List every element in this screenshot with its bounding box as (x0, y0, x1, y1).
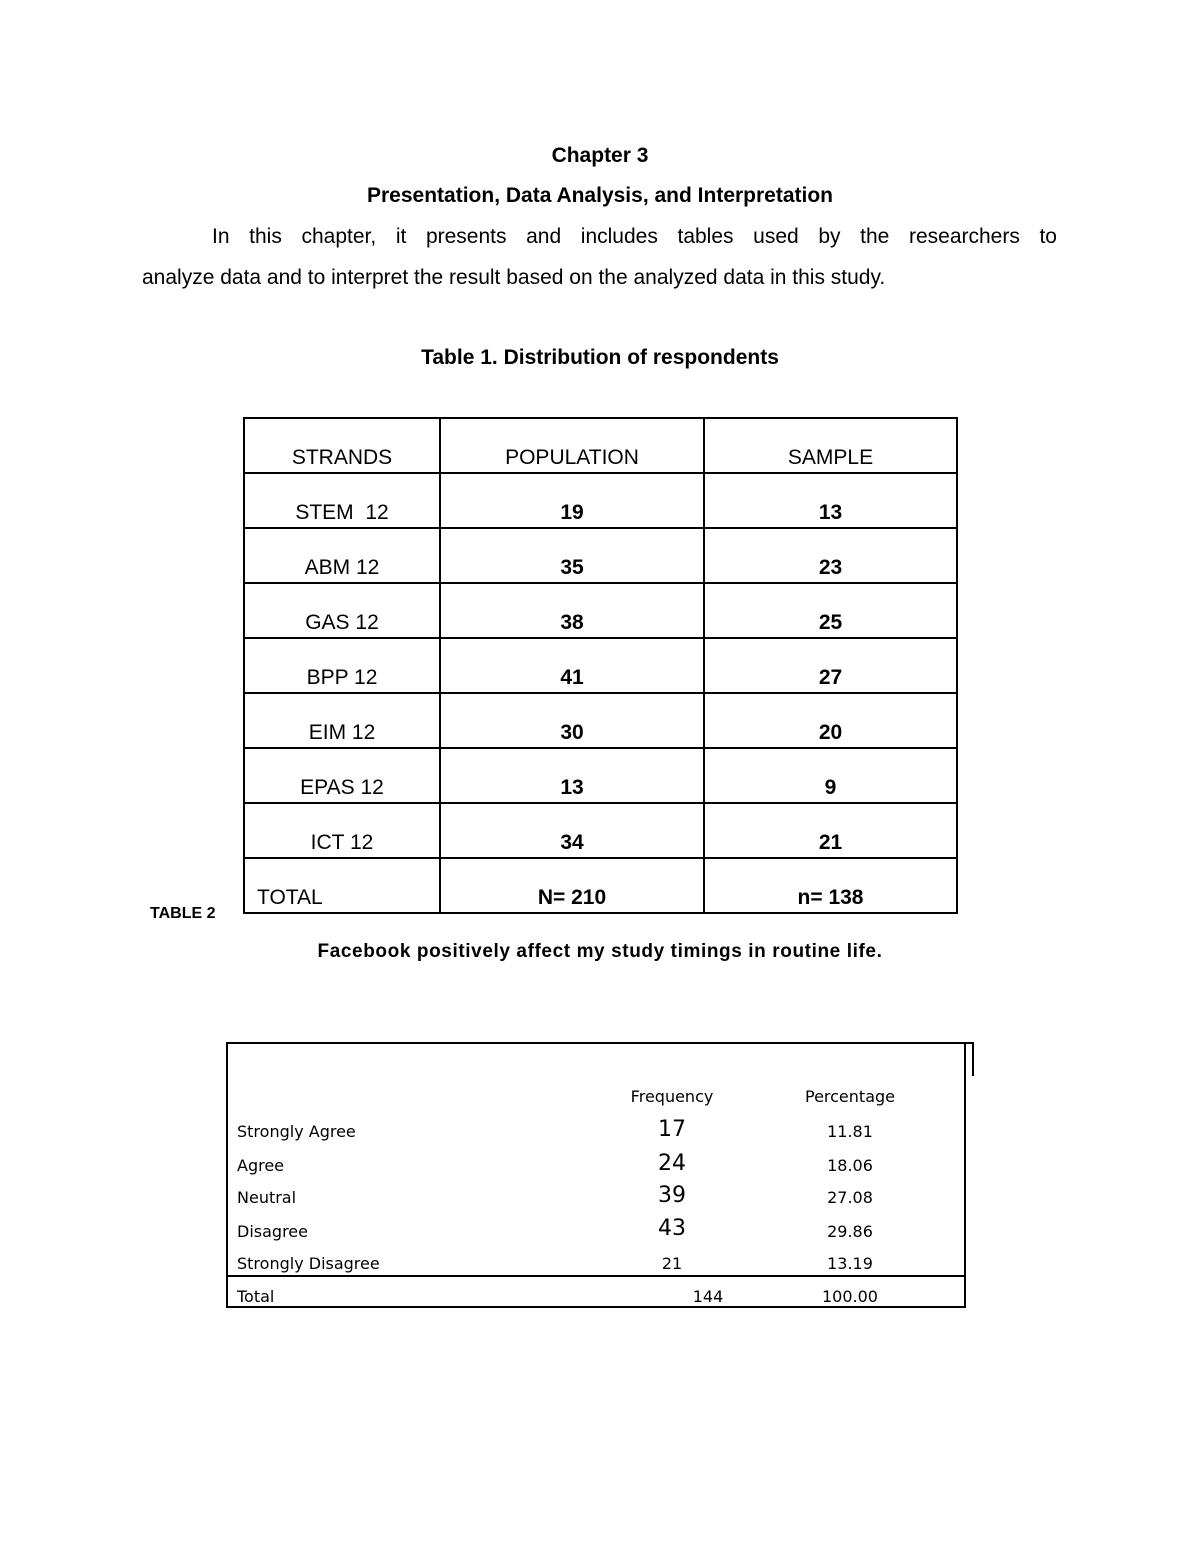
population-cell: 35 (440, 528, 704, 583)
population-cell: 30 (440, 693, 704, 748)
sample-cell: 9 (704, 748, 957, 803)
population-cell: 41 (440, 638, 704, 693)
table-border-tick (964, 1042, 974, 1044)
percentage-cell: 11.81 (827, 1122, 873, 1141)
table-row (244, 748, 957, 803)
frequency-cell: 39 (658, 1183, 686, 1208)
sample-cell: 13 (704, 473, 957, 528)
frequency-cell: 24 (658, 1151, 686, 1176)
table1-caption: Table 1. Distribution of respondents (421, 346, 779, 369)
column-header-strands: STRANDS (244, 418, 440, 473)
response-label: Strongly Agree (237, 1122, 356, 1141)
table-row (244, 803, 957, 858)
response-label: Disagree (237, 1222, 308, 1241)
percentage-cell: 29.86 (827, 1222, 873, 1241)
population-cell: 19 (440, 473, 704, 528)
response-label: Strongly Disagree (237, 1254, 380, 1273)
section-title: Presentation, Data Analysis, and Interpretation (367, 184, 833, 207)
total-divider (226, 1275, 966, 1277)
table-border-tick (972, 1042, 974, 1076)
sample-cell: 25 (704, 583, 957, 638)
intro-paragraph-line-2: analyze data and to interpret the result based on the analyzed data in this study. (142, 266, 886, 289)
strand-cell: BPP 12 (244, 638, 440, 693)
total-percentage: 100.00 (822, 1287, 878, 1306)
table-row (244, 583, 957, 638)
percentage-cell: 13.19 (827, 1254, 873, 1273)
intro-paragraph-line-1: In this chapter, it presents and includes tables used by the researchers to (212, 225, 1057, 248)
table-total-row (244, 858, 957, 913)
column-header-frequency: Frequency (630, 1087, 714, 1106)
total-sample-cell: n= 138 (704, 858, 957, 913)
frequency-cell: 43 (658, 1216, 686, 1241)
strand-cell: STEM 12 (244, 473, 440, 528)
sample-cell: 23 (704, 528, 957, 583)
sample-cell: 21 (704, 803, 957, 858)
column-header-sample: SAMPLE (704, 418, 957, 473)
strand-cell: GAS 12 (244, 583, 440, 638)
sample-cell: 27 (704, 638, 957, 693)
percentage-cell: 27.08 (827, 1188, 873, 1207)
distribution-table (243, 417, 958, 914)
chapter-heading: Chapter 3 (551, 144, 649, 167)
table-row (244, 473, 957, 528)
population-cell: 13 (440, 748, 704, 803)
strand-cell: ABM 12 (244, 528, 440, 583)
column-header-population: POPULATION (440, 418, 704, 473)
table-row (244, 693, 957, 748)
frequency-cell: 21 (661, 1254, 683, 1273)
table2-label: TABLE 2 (150, 905, 216, 922)
total-label-cell: TOTAL (244, 858, 440, 913)
table-row (244, 638, 957, 693)
sample-cell: 20 (704, 693, 957, 748)
strand-cell: EIM 12 (244, 693, 440, 748)
total-frequency: 144 (692, 1287, 724, 1306)
response-label: Agree (237, 1156, 285, 1175)
population-cell: 34 (440, 803, 704, 858)
total-label: Total (237, 1287, 275, 1306)
percentage-cell: 18.06 (827, 1156, 873, 1175)
population-cell: 38 (440, 583, 704, 638)
column-header-percentage: Percentage (804, 1087, 895, 1106)
response-label: Neutral (237, 1188, 297, 1207)
frequency-cell: 17 (658, 1117, 686, 1142)
table-row (244, 528, 957, 583)
table-header-row (244, 418, 957, 473)
total-population-cell: N= 210 (440, 858, 704, 913)
strand-cell: ICT 12 (244, 803, 440, 858)
strand-cell: EPAS 12 (244, 748, 440, 803)
table2-caption: Facebook positively affect my study timings in routine life. (317, 941, 883, 962)
